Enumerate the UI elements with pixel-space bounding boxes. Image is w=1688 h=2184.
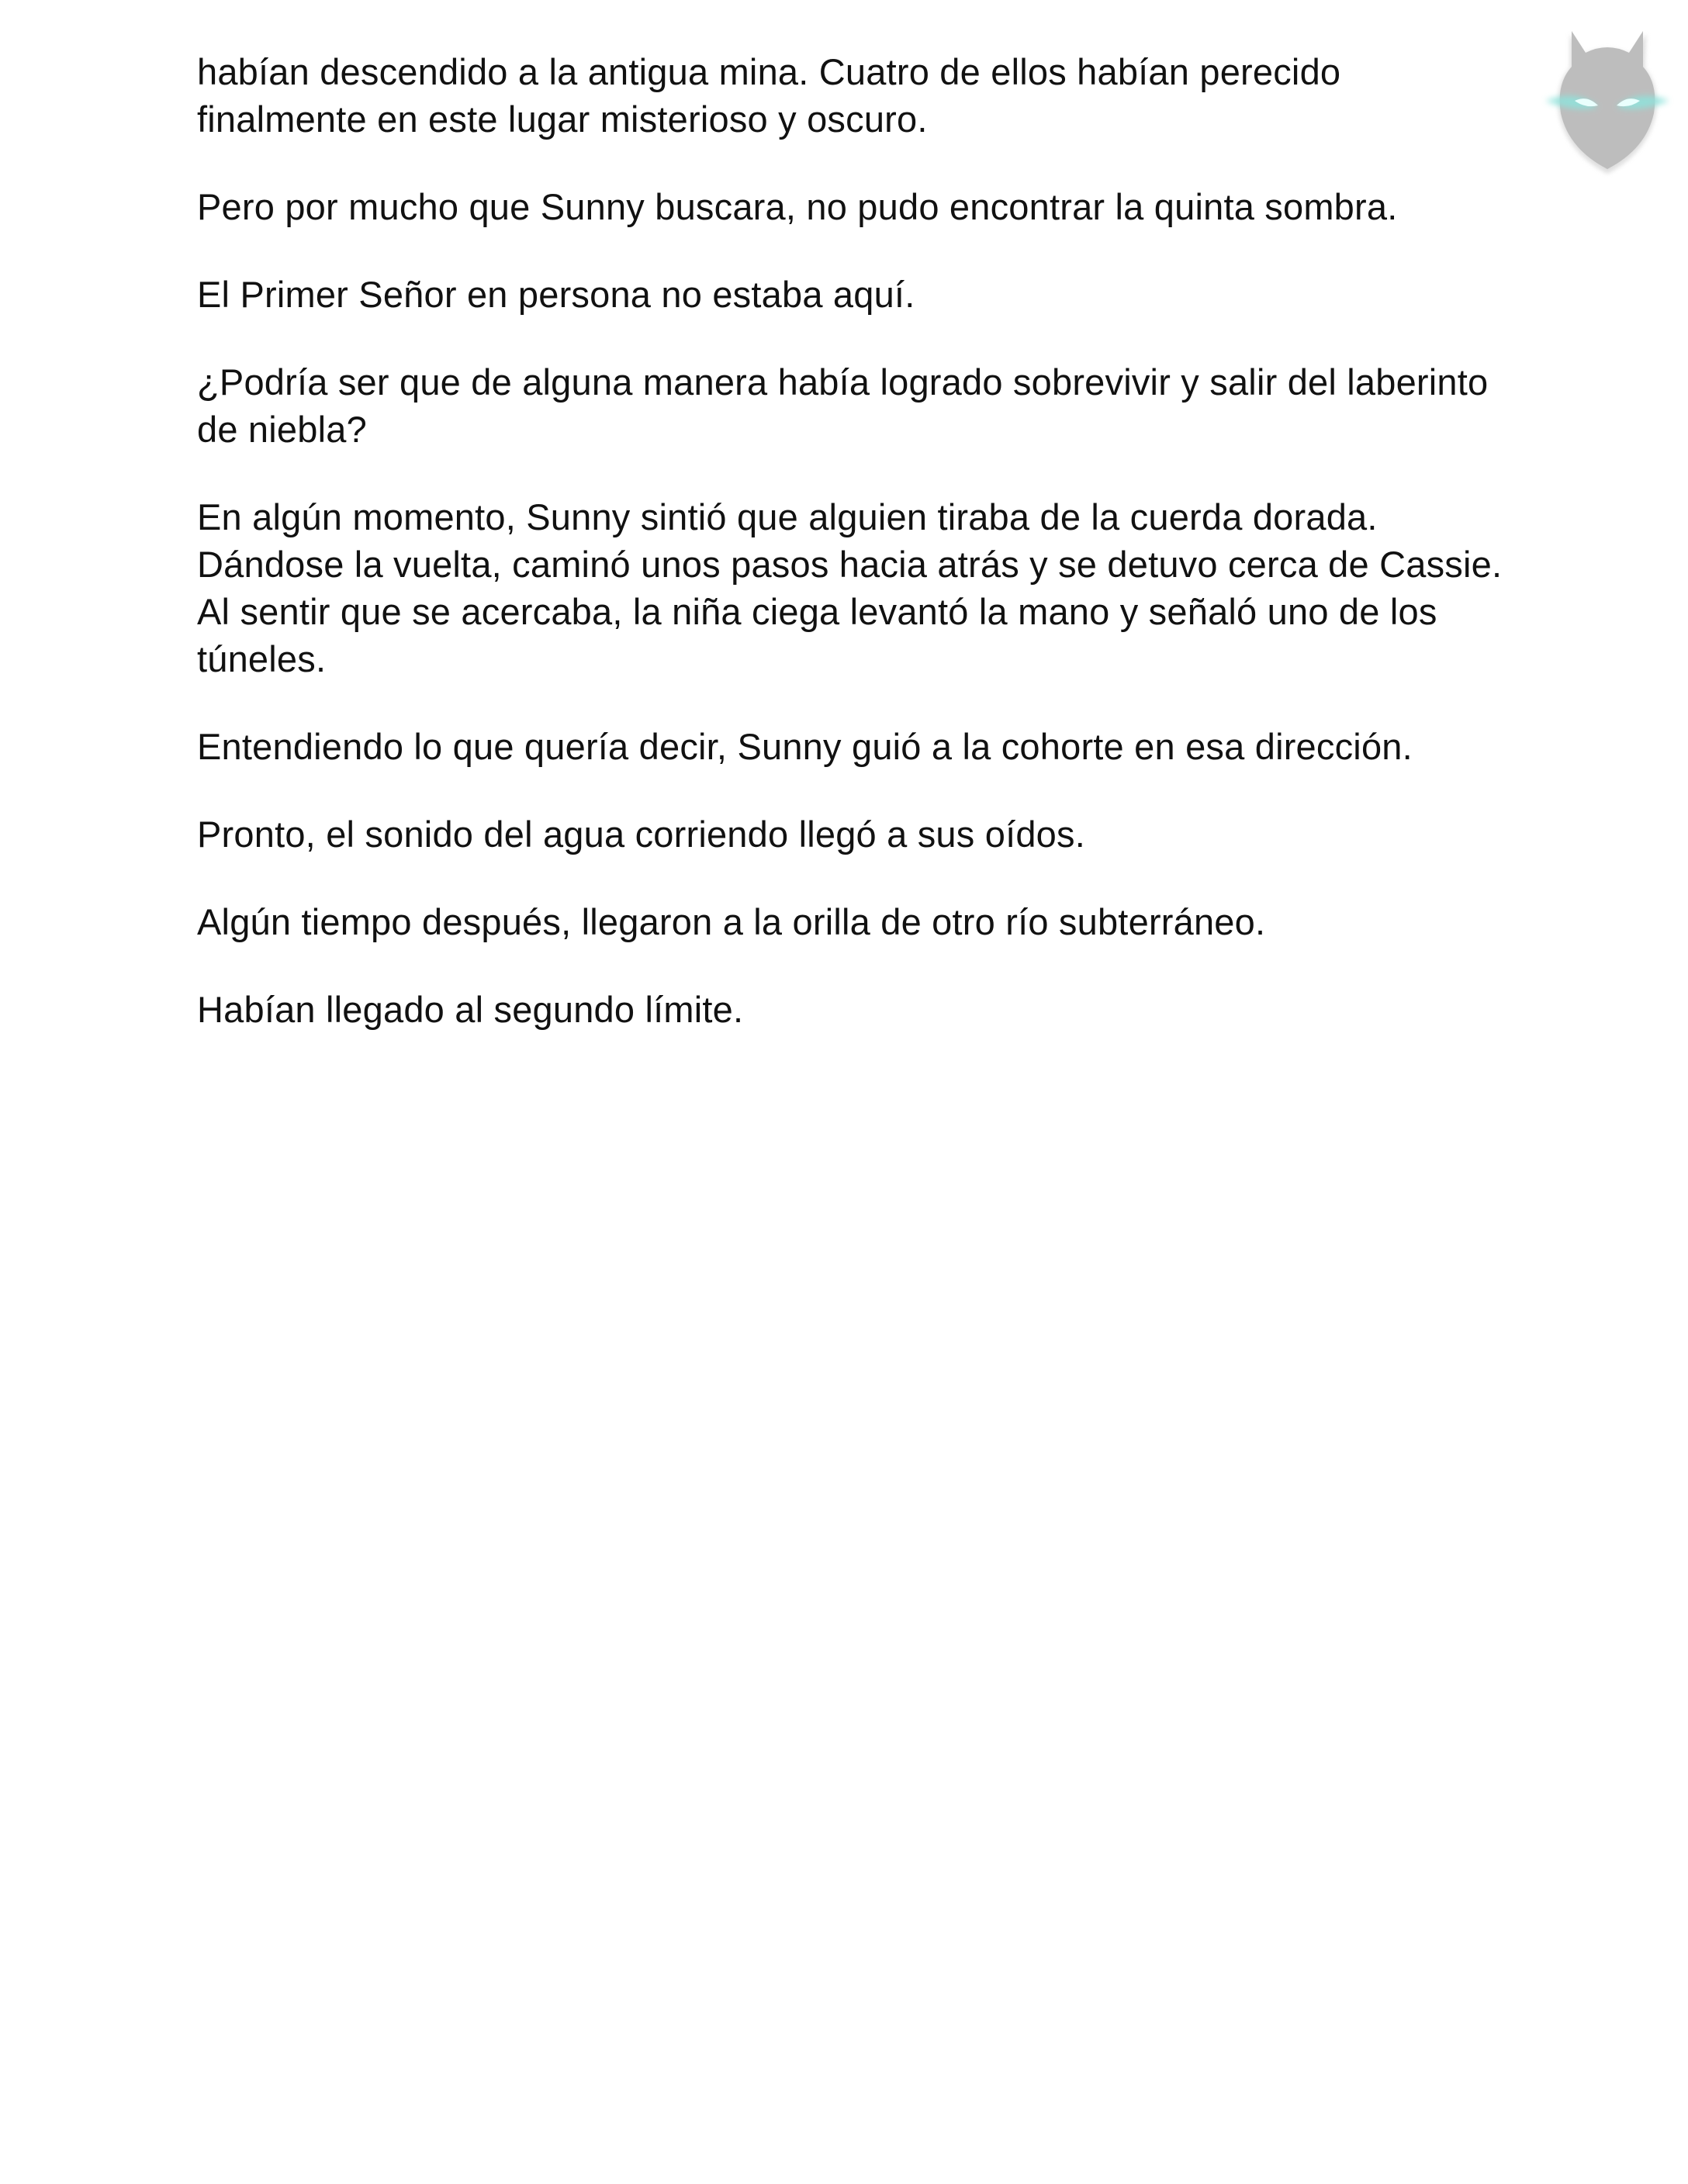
paragraph-4: ¿Podría ser que de alguna manera había logrado sobrevivir y salir del laberinto de niebla? [197, 361, 1489, 450]
paragraph-7: Pronto, el sonido del agua corriendo llegó a sus oídos. [197, 814, 1085, 855]
paragraph-6: Entendiendo lo que quería decir, Sunny guió a la cohorte en esa dirección. [197, 726, 1413, 767]
text-column [197, 48, 1516, 1073]
demon-head-icon [1530, 14, 1685, 186]
paragraph-9: Habían llegado al segundo límite. [197, 989, 744, 1030]
paragraph-2: Pero por mucho que Sunny buscara, no pudo encontrar la quinta sombra. [197, 186, 1398, 227]
paragraph-3: El Primer Señor en persona no estaba aquí. [197, 274, 915, 315]
paragraph-8: Algún tiempo después, llegaron a la orilla de otro río subterráneo. [197, 901, 1266, 942]
paragraph-5: En algún momento, Sunny sintió que alguien tiraba de la cuerda dorada. Dándose la vuelta, caminó unos pasos hacia atrás y se detuvo cerca de Cassie. Al sentir que se acercaba, la niña ciega levantó la mano y señaló uno de los túneles. [197, 496, 1503, 679]
paragraph-1: habían descendido a la antigua mina. Cuatro de ellos habían perecido finalmente en este lugar misterioso y oscuro. [197, 51, 1341, 140]
